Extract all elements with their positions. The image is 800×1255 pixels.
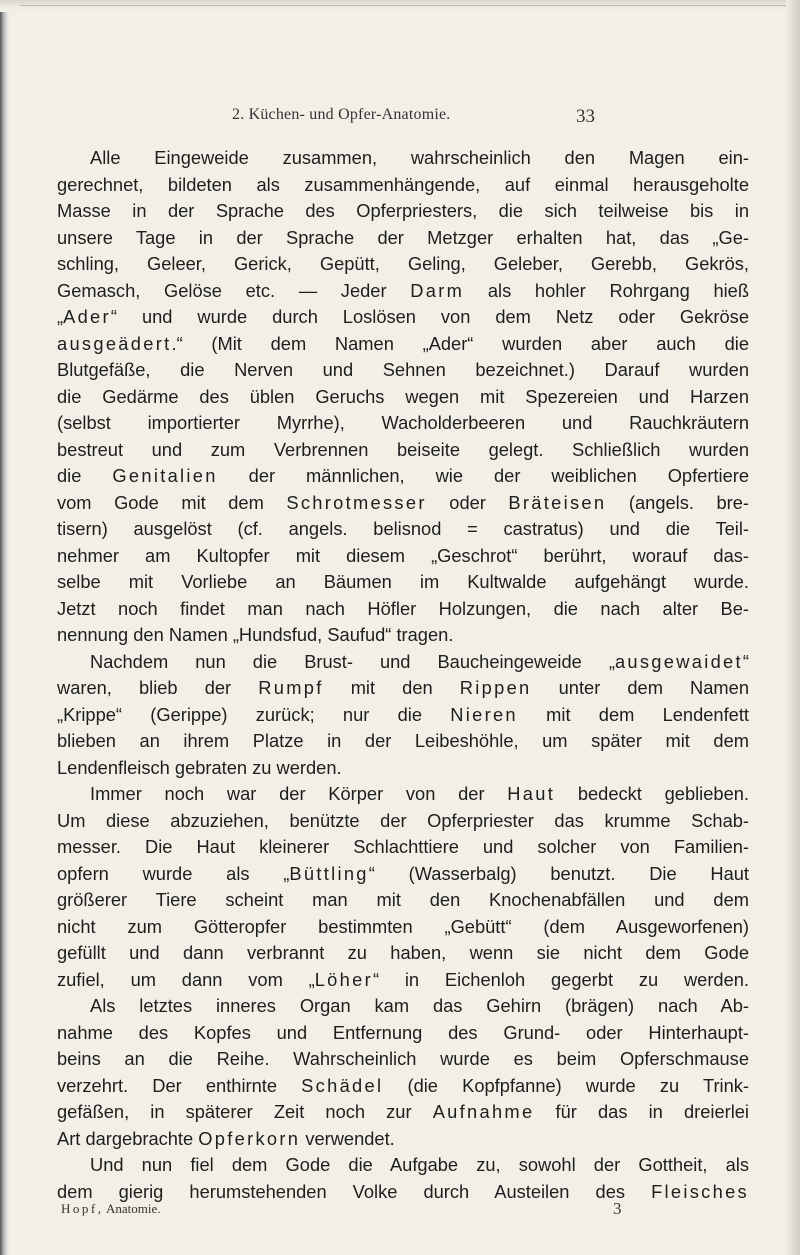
text-line: verzehrt. Der enthirnte Schädel (die Kopfpfanne) wurde zu Trink- bbox=[57, 1074, 749, 1096]
text-line: (selbst importierter Myrrhe), Wacholderbeeren und Rauchkräutern bbox=[57, 412, 749, 433]
text-line: tisern) ausgelöst (cf. angels. belisnod = castratus) und die Teil- bbox=[57, 518, 749, 539]
running-head: 2. Küchen- und Opfer-Anatomie. bbox=[232, 106, 451, 123]
text-line: Alle Eingeweide zusammen, wahrscheinlich den Magen ein- bbox=[90, 147, 749, 168]
text-line: blieben an ihrem Platze in der Leibeshöhle, um später mit dem bbox=[57, 730, 749, 751]
signature-mark: 3 bbox=[613, 1199, 622, 1218]
text-line: gefüllt und dann verbrannt zu haben, wenn sie nicht dem Gode bbox=[57, 942, 749, 963]
text-line: beins an die Reihe. Wahrscheinlich wurde es beim Opferschmause bbox=[57, 1048, 749, 1069]
spaced-word: Rippen bbox=[459, 677, 532, 698]
text-line: „Krippe“ (Gerippe) zurück; nur die Nieren mit dem Lendenfett bbox=[57, 703, 750, 725]
text-line: Lendenfleisch gebraten zu werden. bbox=[57, 756, 342, 778]
page-right-edge bbox=[786, 0, 800, 1255]
spaced-word: Rumpf bbox=[258, 677, 324, 698]
text-line: waren, blieb der Rumpf mit den Rippen unter dem Namen bbox=[57, 677, 749, 698]
spaced-word: Genitalien bbox=[112, 465, 218, 486]
spaced-word: ausgeädert bbox=[57, 332, 172, 354]
text-line: Immer noch war der Körper von der Haut bedeckt geblieben. bbox=[90, 783, 749, 804]
text-line: die Gedärme des üblen Geruchs wegen mit Spezereien und Harzen bbox=[57, 385, 749, 407]
page-number: 33 bbox=[576, 106, 595, 127]
text-line: nehmer am Kultopfer mit diesem „Geschrot“ berührt, worauf das- bbox=[57, 544, 749, 566]
spaced-word: Büttling bbox=[289, 862, 369, 884]
spaced-word: Opferkorn bbox=[198, 1127, 301, 1149]
spaced-word: Ader bbox=[63, 306, 111, 327]
text-line: bestreut und zum Verbrennen beiseite gelegt. Schließlich wurden bbox=[57, 438, 749, 460]
page-top-edge bbox=[0, 0, 800, 12]
text-line: selbe mit Vorliebe an Bäumen im Kultwalde aufgehängt wurde. bbox=[57, 571, 749, 592]
text-line: zufiel, um dann vom „Löher“ in Eichenloh gegerbt zu werden. bbox=[57, 968, 749, 990]
text-line: nicht zum Götteropfer bestimmten „Gebütt“ (dem Ausgeworfenen) bbox=[57, 915, 749, 937]
page-header bbox=[0, 92, 800, 127]
text-line: Jetzt noch findet man nach Höfler Holzungen, die nach alter Be- bbox=[57, 597, 749, 619]
text-line: Um diese abzuziehen, benützte der Opferpriester das krumme Schab- bbox=[57, 809, 749, 831]
text-line: dem gierig herumstehenden Volke durch Austeilen des Fleisches bbox=[57, 1180, 749, 1202]
text-line: größerer Tiere scheint man mit den Knochenabfällen und dem bbox=[57, 889, 749, 910]
spaced-word: Aufnahme bbox=[432, 1101, 535, 1122]
spaced-word: Löher bbox=[314, 968, 373, 990]
spaced-word: Bräteisen bbox=[508, 491, 607, 513]
signature-name: Hopf, bbox=[61, 1201, 104, 1216]
signature-title: Anatomie. bbox=[106, 1201, 161, 1216]
page-top-rule bbox=[20, 5, 800, 6]
text-line: messer. Die Haut kleinerer Schlachttiere und solcher von Familien- bbox=[57, 836, 749, 857]
text-line: gefäßen, in späterer Zeit noch zur Aufnahme für das in dreierlei bbox=[57, 1101, 749, 1122]
spaced-word: ausgewaidet bbox=[614, 650, 743, 672]
text-line: Und nun fiel dem Gode die Aufgabe zu, sowohl der Gottheit, als bbox=[90, 1154, 749, 1175]
text-line: die Genitalien der männlichen, wie der weiblichen Opfertiere bbox=[57, 465, 749, 486]
text-line: opfern wurde als „Büttling“ (Wasserbalg) benutzt. Die Haut bbox=[57, 862, 750, 884]
signature-line bbox=[61, 1201, 161, 1217]
text-line: Masse in der Sprache des Opferpriesters, die sich teilweise bis in bbox=[57, 200, 749, 221]
page-binding-shadow bbox=[0, 0, 9, 1255]
text-line: „Ader“ und wurde durch Loslösen von dem Netz oder Gekröse bbox=[57, 306, 749, 327]
body-text bbox=[57, 145, 749, 1205]
text-line: Art dargebrachte Opferkorn verwendet. bbox=[57, 1127, 395, 1149]
page-footer bbox=[57, 1199, 717, 1221]
text-line: nahme des Kopfes und Entfernung des Grund- oder Hinterhaupt- bbox=[57, 1021, 749, 1043]
spaced-word: Schrotmesser bbox=[286, 491, 427, 513]
spaced-word: Haut bbox=[507, 783, 556, 804]
text-line: Gemasch, Gelöse etc. — Jeder Darm als hohler Rohrgang hieß bbox=[57, 279, 750, 301]
text-line: unsere Tage in der Sprache der Metzger erhalten hat, das „Ge- bbox=[57, 226, 749, 248]
spaced-word: Nieren bbox=[450, 703, 518, 725]
text-line: Blutgefäße, die Nerven und Sehnen bezeichnet.) Darauf wurden bbox=[57, 359, 749, 380]
text-line: schling, Geleer, Gerick, Gepütt, Geling, Geleber, Gerebb, Gekrös, bbox=[57, 253, 749, 274]
spaced-word: Schädel bbox=[301, 1074, 384, 1096]
spaced-word: Darm bbox=[410, 279, 465, 301]
text-line: gerechnet, bildeten als zusammenhängende, auf einmal herausgeholte bbox=[57, 173, 749, 195]
text-line: nennung den Namen „Hundsfud, Saufud“ tragen. bbox=[57, 624, 454, 645]
spaced-word: Fleisches bbox=[651, 1180, 749, 1202]
text-line: ausgeädert.“ (Mit dem Namen „Ader“ wurden aber auch die bbox=[57, 332, 749, 354]
text-line: vom Gode mit dem Schrotmesser oder Bräteisen (angels. bre- bbox=[57, 491, 749, 513]
text-line: Als letztes inneres Organ kam das Gehirn (brägen) nach Ab- bbox=[90, 995, 749, 1016]
text-line: Nachdem nun die Brust- und Baucheingeweide „ausgewaidet“ bbox=[90, 650, 749, 672]
